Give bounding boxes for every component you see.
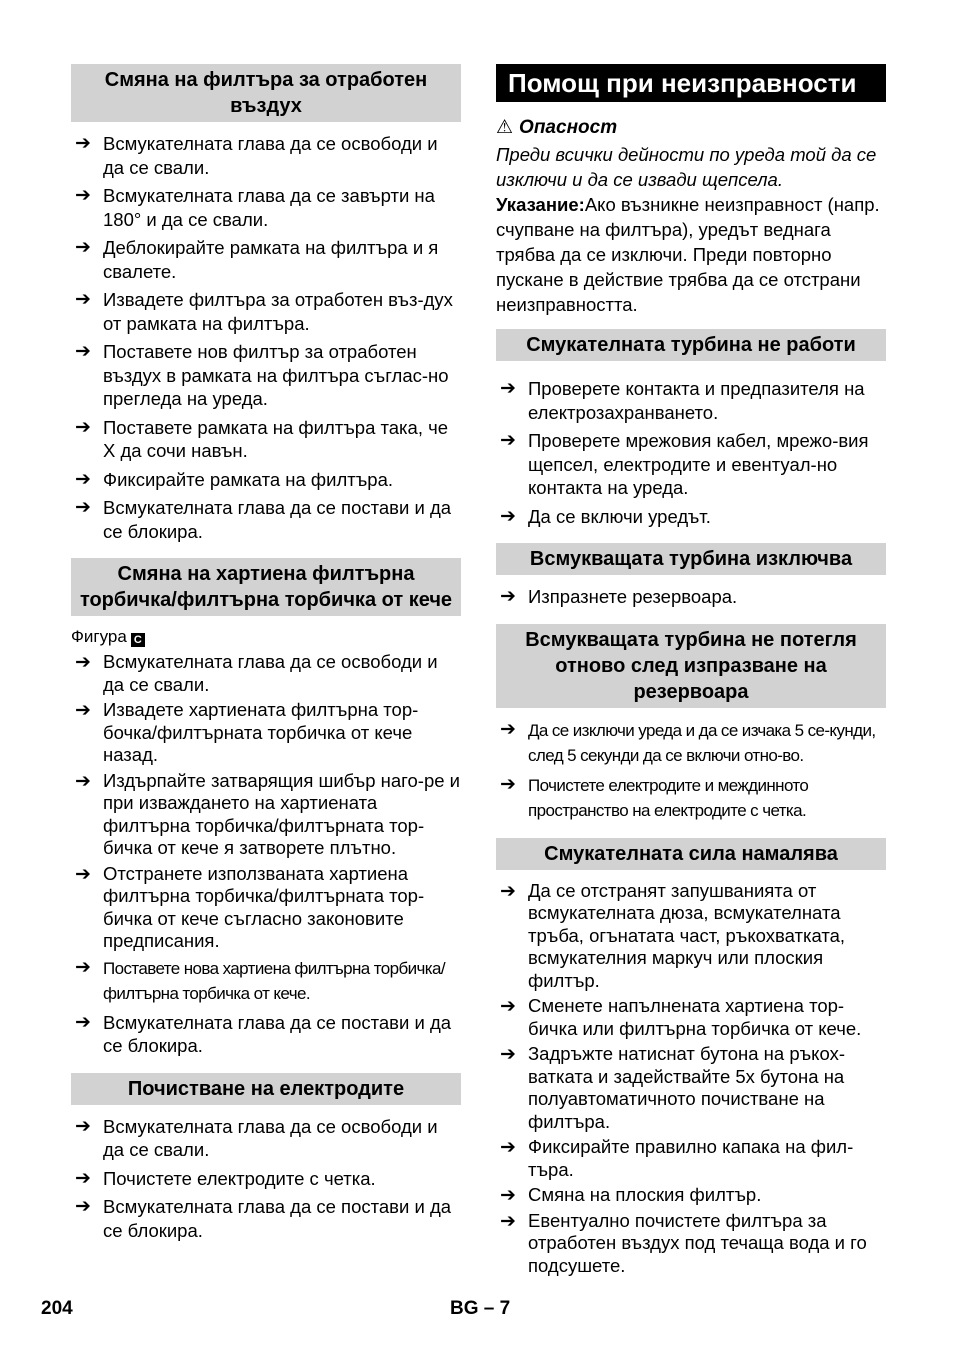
steps-paper-filter-bag-condensed [71,956,461,1006]
section-title-exhaust-filter: Смяна на филтъра за отработен въздух [71,64,461,122]
steps-paper-filter-bag [71,651,461,953]
right-column [496,64,886,1280]
figure-badge: C [131,633,145,647]
list-item: ➔ Всмукателната глава да се постави и да се блокира. [75,1196,452,1241]
steps-turbine-not-working [496,377,886,528]
arrow-right-icon: ➔ [75,1167,91,1189]
page-number: 204 [41,1298,73,1319]
arrow-right-icon: ➔ [500,1210,516,1232]
arrow-right-icon: ➔ [75,956,91,978]
list-item: ➔ Проверете контакта и предпазителя на електрозахранването. [500,378,865,423]
list-item: ➔ Почистете електродите и междинното пространство на електродите с четка. [500,773,809,820]
arrow-right-icon: ➔ [75,416,91,438]
list-item: ➔ Извадете филтъра за отработен въз-дух от рамката на филтъра. [75,289,453,334]
arrow-right-icon: ➔ [75,652,91,673]
arrow-right-icon: ➔ [75,700,91,721]
steps-exhaust-filter [71,132,461,543]
list-item: ➔ Извадете хартиената филтърна тор-бочка/филтърната торбичка от кече назад. [75,699,419,765]
list-item: ➔ Поставете нов филтър за отработен въздух в рамката на филтъра съглас-но прегледа на уреда. [75,341,449,409]
list-item: ➔ Фиксирайте рамката на филтъра. [75,468,394,490]
arrow-right-icon: ➔ [500,505,516,527]
arrow-right-icon: ➔ [75,237,91,258]
section-title-electrode-cleaning: Почистване на електродите [71,1073,461,1105]
list-item: ➔ Поставете нова хартиена филтърна торбичка/филтърна торбичка от кече. [75,956,445,1003]
list-item: ➔ Всмукателната глава да се завърти на 180° и да се свали. [75,185,435,230]
arrow-right-icon: ➔ [500,718,516,740]
section-title-suction-decreases: Смукателната сила намалява [496,838,886,870]
list-item: ➔ Да се включи уредът. [500,505,711,527]
arrow-right-icon: ➔ [75,341,91,362]
list-item: ➔ Евентуално почистете филтъра за отработен въздух под течаща вода и го подсушете. [500,1209,867,1276]
arrow-right-icon: ➔ [500,378,516,399]
steps-turbine-switches-off [496,585,886,609]
arrow-right-icon: ➔ [75,863,91,885]
arrow-right-icon: ➔ [75,1196,91,1217]
arrow-right-icon: ➔ [500,1137,516,1158]
arrow-right-icon: ➔ [500,880,516,902]
list-item: ➔ Издърпайте затварящия шибър наго-ре и при изваждането на хартиената филтърна торбичка/филтърната тор-бичка от кече я затворете плътно. [75,769,461,858]
figure-reference: Фигура C [71,626,461,648]
list-item: ➔ Поставете рамката на филтъра така, че X да сочи навън. [75,416,449,461]
arrow-right-icon: ➔ [75,1011,91,1033]
steps-suction-decreases [496,880,886,1278]
danger-heading: ⚠ Опасност [496,117,618,138]
warning-triangle-icon: ⚠ [496,117,514,138]
list-item: ➔ Всмукателната глава да се постави и да се блокира. [75,497,452,542]
section-title-turbine-switches-off: Всмукващата турбина изключва [496,543,886,575]
arrow-right-icon: ➔ [500,996,516,1017]
page-label: BG – 7 [450,1298,511,1319]
arrow-right-icon: ➔ [500,430,516,451]
list-item: ➔ Да се изключи уреда и да се изчака 5 се-кунди, след 5 секунди да се включи отно-во. [500,718,876,765]
section-title-paper-filter-bag: Смяна на хартиена филтърна торбичка/филтърна торбичка от кече [71,558,461,616]
arrow-right-icon: ➔ [75,468,91,490]
page-title: Помощ при неизправности [496,64,886,102]
arrow-right-icon: ➔ [500,586,516,607]
arrow-right-icon: ➔ [500,773,516,795]
list-item: ➔ Изпразнете резервоара. [500,586,738,607]
section-title-turbine-not-working: Смукателната турбина не работи [496,329,886,361]
steps-turbine-not-restarting [496,718,886,823]
list-item: ➔ Да се отстранят запушванията от всмукателната дюза, всмукателната тръба, огънатата част, ръкохватката, всмукателния маркуч или плоския филтър. [500,879,846,991]
list-item: ➔ Всмукателната глава да се освободи и да се свали. [75,1115,438,1160]
list-item: ➔ Всмукателната глава да се освободи и да се свали. [75,133,438,178]
list-item: ➔ Отстранете използваната хартиена филтърна торбичка/филтърната тор-бичка от кече съгласно законовите предписания. [75,862,425,951]
arrow-right-icon: ➔ [75,770,91,792]
arrow-right-icon: ➔ [75,497,91,518]
left-column [71,64,461,1247]
list-item: ➔ Фиксирайте правилно капака на фил-търа. [500,1136,854,1180]
list-item: ➔ Всмукателната глава да се освободи и да се свали. [75,651,438,695]
list-item: ➔ Задръжте натиснат бутона на ръкох-ватката и задействайте 5x бутона на полуавтоматичното почистване на филтъра. [500,1043,845,1132]
arrow-right-icon: ➔ [75,1115,91,1137]
danger-text: Преди всички дейности по уреда той да се изключи и да се извади щепсела. [496,144,877,190]
list-item: ➔ Почистете електродите с четка. [75,1167,376,1189]
list-item: ➔ Всмукателната глава да се постави и да се блокира. [75,1011,452,1056]
steps-electrode-cleaning [71,1115,461,1243]
arrow-right-icon: ➔ [75,185,91,206]
list-item: ➔ Сменете напълнената хартиена тор-бичка или филтърна торбичка от кече. [500,995,862,1039]
section-title-turbine-not-restarting: Всмукващата турбина не потегля отново след изпразване на резервоара [496,624,886,708]
list-item: ➔ Проверете мрежовия кабел, мрежо-вия щепсел, електродите и евентуал-но контакта на уреда. [500,430,869,498]
arrow-right-icon: ➔ [75,133,91,154]
list-item: ➔ Смяна на плоския филтър. [500,1184,762,1206]
note-text: Указание:Ако възникне неизправност (напр. счупване на филтъра), уредът веднага трябва да се изключи. Преди повторно пускане в действие трябва да се отстрани неизправността. [496,194,880,315]
list-item: ➔ Деблокирайте рамката на филтъра и я свалете. [75,237,439,282]
steps-paper-filter-bag-end [71,1011,461,1058]
arrow-right-icon: ➔ [75,289,91,310]
arrow-right-icon: ➔ [500,1185,516,1206]
arrow-right-icon: ➔ [500,1044,516,1065]
